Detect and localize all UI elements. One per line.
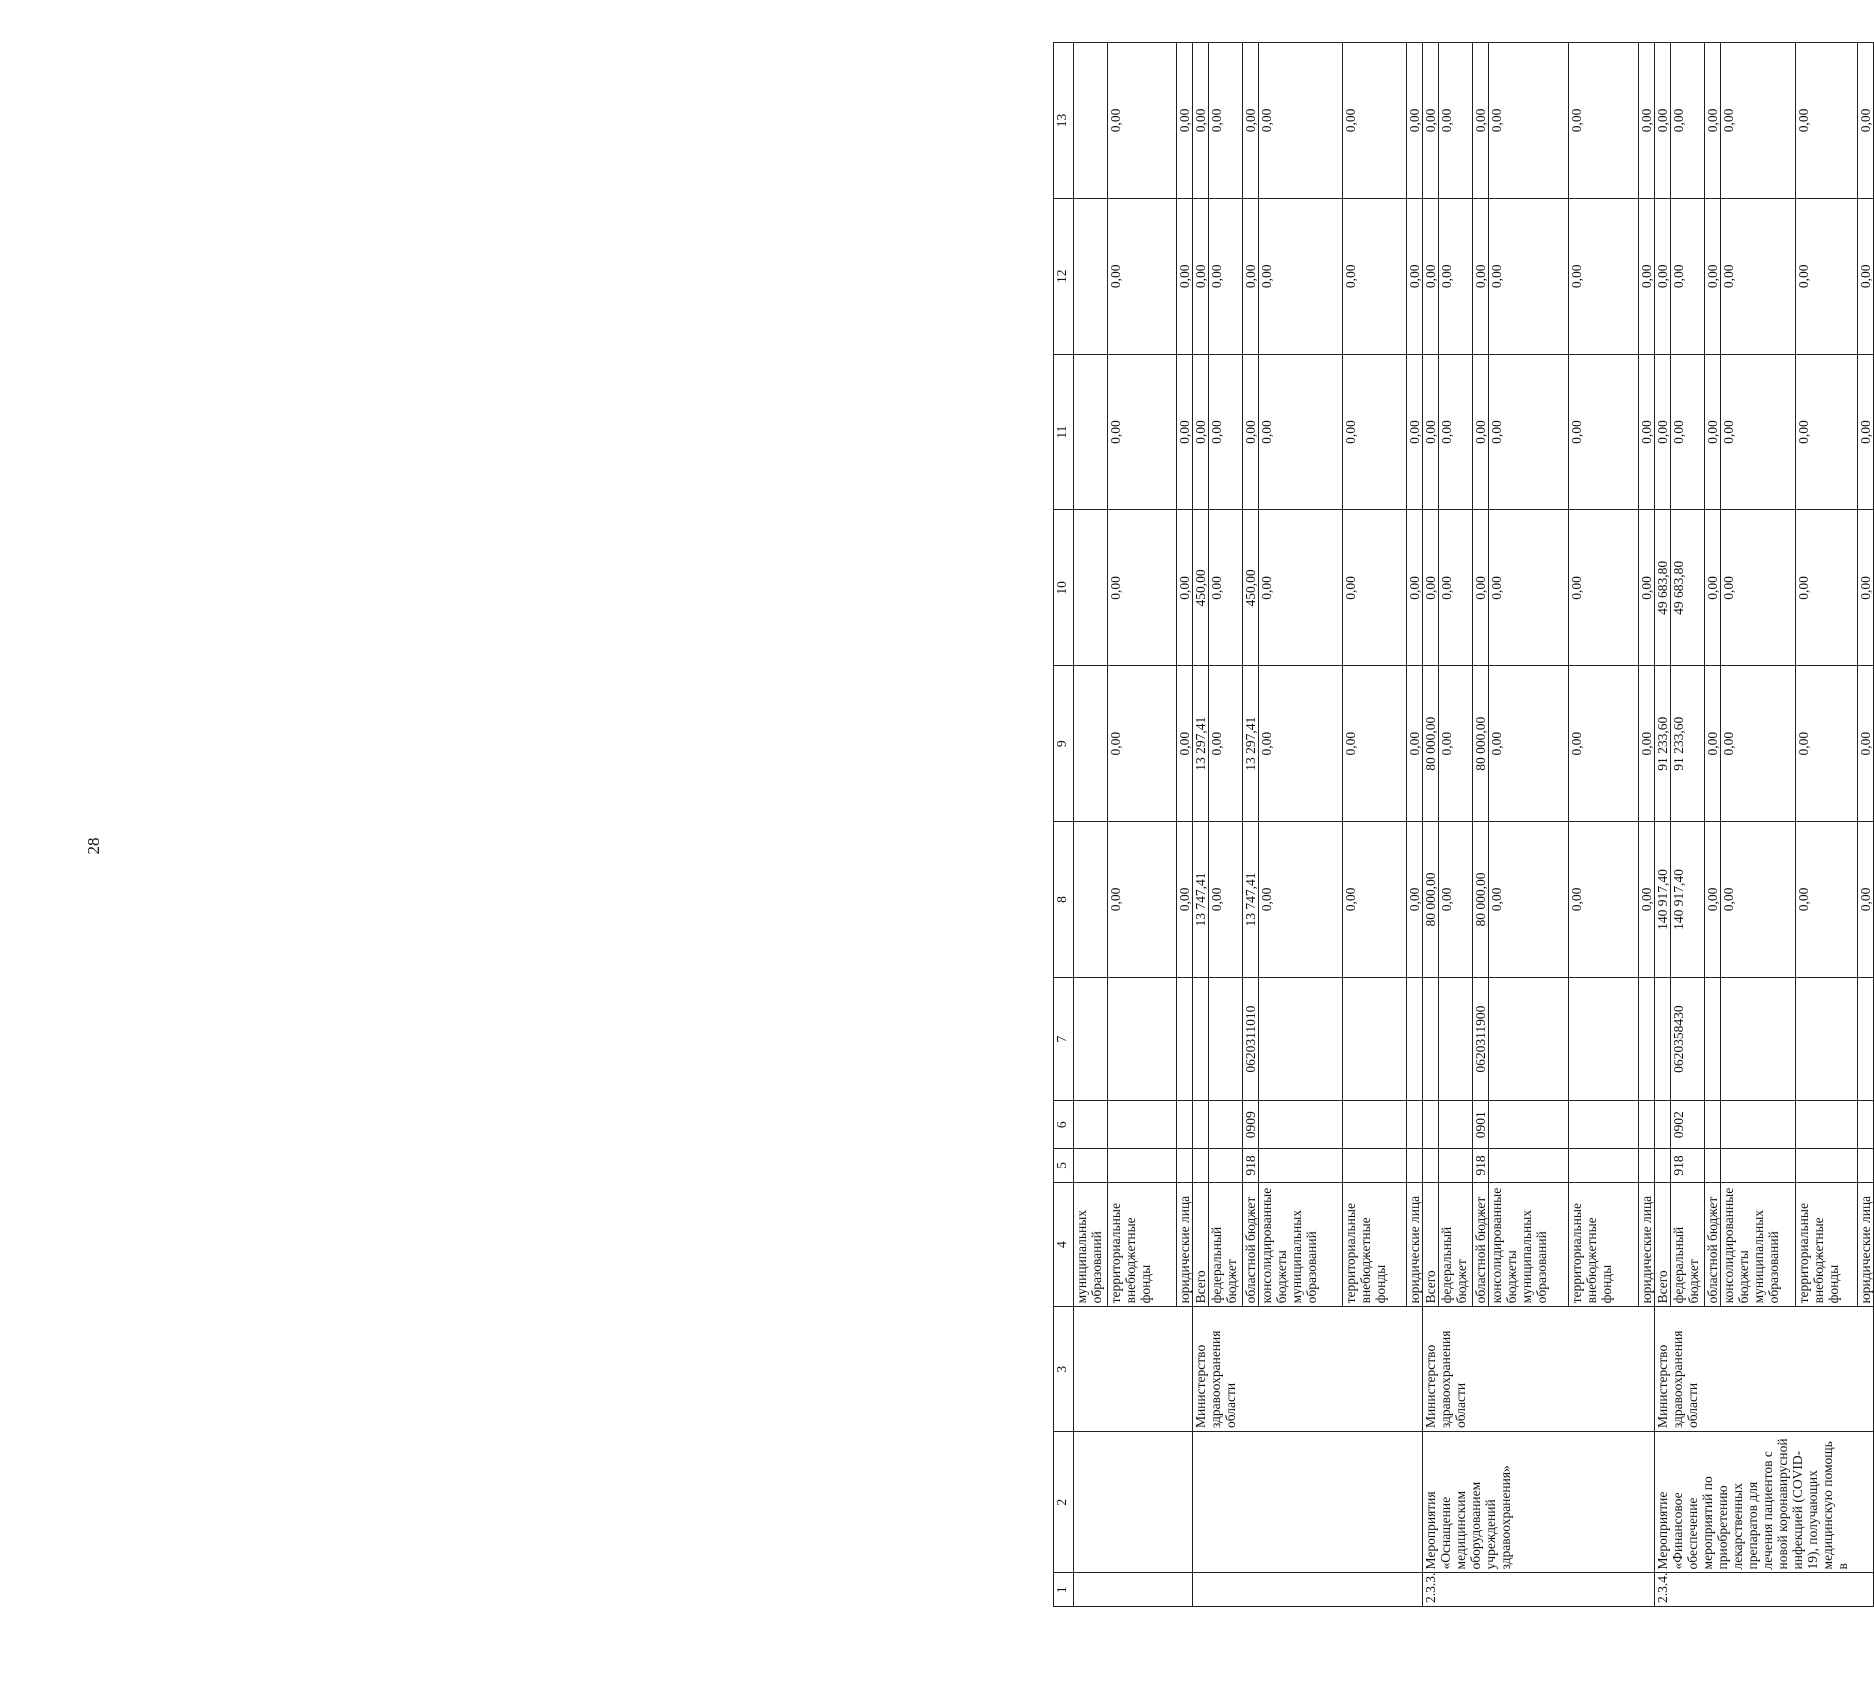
- value-cell: 0,00: [1108, 510, 1177, 666]
- source-cell: Всего: [1423, 1182, 1439, 1307]
- value-cell: 0,00: [1177, 822, 1193, 978]
- value-cell: 0,00: [1796, 198, 1858, 354]
- value-cell: 0,00: [1243, 198, 1259, 354]
- value-cell: 0,00: [1407, 198, 1423, 354]
- source-cell: консолидированные бюджеты муниципальных образований: [1721, 1182, 1796, 1307]
- value-cell: 80 000,00: [1423, 822, 1439, 978]
- source-cell: федеральный бюджет: [1671, 1182, 1705, 1307]
- header-cell: 1: [1054, 1573, 1074, 1607]
- cell-rz: 0901: [1473, 1101, 1489, 1149]
- value-cell: 0,00: [1439, 822, 1473, 978]
- value-cell: 0,00: [1858, 822, 1874, 978]
- value-cell: 0,00: [1705, 43, 1721, 199]
- value-cell: 0,00: [1108, 666, 1177, 822]
- cell-grbs: 918: [1671, 1149, 1705, 1183]
- value-cell: 0,00: [1423, 354, 1439, 510]
- value-cell: 0,00: [1671, 198, 1705, 354]
- cell-executor: Министерство здравоохранения области: [1193, 1307, 1423, 1432]
- source-cell: федеральный бюджет: [1209, 1182, 1243, 1307]
- value-cell: 0,00: [1721, 822, 1796, 978]
- value-cell: 0,00: [1423, 198, 1439, 354]
- source-cell: федеральный бюджет: [1439, 1182, 1473, 1307]
- cell-name: [1074, 1432, 1193, 1573]
- value-cell: 0,00: [1489, 666, 1569, 822]
- cell-csr: 0620311900: [1473, 977, 1489, 1100]
- source-cell: консолидированные бюджеты муниципальных образований: [1489, 1182, 1569, 1307]
- header-cell: 2: [1054, 1432, 1074, 1573]
- value-cell: 0,00: [1858, 354, 1874, 510]
- header-cell: 10: [1054, 510, 1074, 666]
- cell-grbs: [1074, 1149, 1108, 1183]
- value-cell: 13 747,41: [1193, 822, 1209, 978]
- value-cell: 0,00: [1569, 666, 1639, 822]
- value-cell: 80 000,00: [1423, 666, 1439, 822]
- value-cell: 0,00: [1423, 43, 1439, 199]
- header-cell: 9: [1054, 666, 1074, 822]
- value-cell: 140 917,40: [1671, 822, 1705, 978]
- value-cell: 0,00: [1569, 510, 1639, 666]
- source-cell: территориальные внебюджетные фонды: [1343, 1182, 1407, 1307]
- cell-executor: Министерство здравоохранения области: [1423, 1307, 1655, 1432]
- value-cell: 0,00: [1705, 354, 1721, 510]
- value-cell: 0,00: [1796, 666, 1858, 822]
- value-cell: 0,00: [1407, 510, 1423, 666]
- value-cell: 0,00: [1439, 666, 1473, 822]
- value-cell: 0,00: [1439, 510, 1473, 666]
- source-cell: областной бюджет: [1473, 1182, 1489, 1307]
- header-cell: 6: [1054, 1101, 1074, 1149]
- cell-executor: [1074, 1307, 1193, 1432]
- source-cell: юридические лица: [1858, 1182, 1874, 1307]
- value-cell: 0,00: [1639, 198, 1655, 354]
- value-cell: 0,00: [1489, 198, 1569, 354]
- value-cell: 0,00: [1796, 510, 1858, 666]
- value-cell: 0,00: [1439, 198, 1473, 354]
- cell-grbs: 918: [1243, 1149, 1259, 1183]
- value-cell: 0,00: [1569, 198, 1639, 354]
- header-row: [1054, 43, 1074, 1607]
- value-cell: 0,00: [1108, 354, 1177, 510]
- cell-id: 2.3.4.: [1655, 1573, 1874, 1607]
- header-cell: 8: [1054, 822, 1074, 978]
- value-cell: 13 747,41: [1243, 822, 1259, 978]
- source-cell: территориальные внебюджетные фонды: [1569, 1182, 1639, 1307]
- value-cell: 0,00: [1639, 510, 1655, 666]
- value-cell: 0,00: [1209, 822, 1243, 978]
- value-cell: 0,00: [1407, 822, 1423, 978]
- value-cell: 0,00: [1569, 43, 1639, 199]
- cell-csr: 0620311010: [1243, 977, 1259, 1100]
- value-cell: 13 297,41: [1193, 666, 1209, 822]
- value-cell: 0,00: [1259, 510, 1343, 666]
- value-cell: 0,00: [1177, 43, 1193, 199]
- source-cell: территориальные внебюджетные фонды: [1796, 1182, 1858, 1307]
- value-cell: 49 683,80: [1671, 510, 1705, 666]
- value-cell: 0,00: [1569, 822, 1639, 978]
- header-cell: 7: [1054, 977, 1074, 1100]
- cell-csr: [1074, 977, 1108, 1100]
- value-cell: 0,00: [1259, 666, 1343, 822]
- table-row: [1074, 43, 1108, 1607]
- value-cell: 80 000,00: [1473, 822, 1489, 978]
- rotated-table-container: [1053, 42, 1874, 1607]
- page-number: 28: [84, 837, 103, 855]
- value-cell: 0,00: [1671, 43, 1705, 199]
- source-cell: Всего: [1655, 1182, 1671, 1307]
- value-cell: 0,00: [1343, 822, 1407, 978]
- cell-csr: 0620358430: [1671, 977, 1705, 1100]
- value-cell: 0,00: [1343, 666, 1407, 822]
- value-cell: 49 683,80: [1655, 510, 1671, 666]
- value-cell: 0,00: [1705, 198, 1721, 354]
- cell-id: [1074, 1573, 1193, 1607]
- value-cell: 0,00: [1243, 43, 1259, 199]
- value-cell: 0,00: [1209, 43, 1243, 199]
- value-cell: 91 233,60: [1655, 666, 1671, 822]
- source-cell: юридические лица: [1177, 1182, 1193, 1307]
- value-cell: 0,00: [1473, 510, 1489, 666]
- value-cell: 0,00: [1489, 354, 1569, 510]
- value-cell: 0,00: [1108, 43, 1177, 199]
- value-cell: 0,00: [1721, 198, 1796, 354]
- value-cell: 0,00: [1407, 354, 1423, 510]
- table-row: [1655, 43, 1671, 1607]
- value-cell: 450,00: [1193, 510, 1209, 666]
- value-cell: 0,00: [1858, 43, 1874, 199]
- value-cell: 0,00: [1108, 198, 1177, 354]
- value-cell: 0,00: [1489, 510, 1569, 666]
- value-cell: 0,00: [1705, 510, 1721, 666]
- source-cell: областной бюджет: [1705, 1182, 1721, 1307]
- value-cell: 80 000,00: [1473, 666, 1489, 822]
- value-cell: 0,00: [1639, 822, 1655, 978]
- header-cell: 11: [1054, 354, 1074, 510]
- value-cell: 0,00: [1439, 354, 1473, 510]
- value-cell: 0,00: [1343, 43, 1407, 199]
- value-cell: 0,00: [1259, 198, 1343, 354]
- header-cell: 5: [1054, 1149, 1074, 1183]
- table-row: [1193, 43, 1209, 1607]
- value-cell: 0,00: [1209, 510, 1243, 666]
- value-cell: 0,00: [1177, 666, 1193, 822]
- value-cell: 0,00: [1473, 43, 1489, 199]
- value-cell: 0,00: [1489, 822, 1569, 978]
- value-cell: 91 233,60: [1671, 666, 1705, 822]
- cell-executor: Министерство здравоохранения области: [1655, 1307, 1874, 1432]
- value-cell: 140 917,40: [1655, 822, 1671, 978]
- value-cell: 13 297,41: [1243, 666, 1259, 822]
- value-cell: 0,00: [1721, 510, 1796, 666]
- value-cell: 0,00: [1796, 822, 1858, 978]
- source-cell: консолидированные бюджеты муниципальных образований: [1259, 1182, 1343, 1307]
- value-cell: 0,00: [1639, 43, 1655, 199]
- cell-rz: 0902: [1671, 1101, 1705, 1149]
- value-cell: 0,00: [1473, 354, 1489, 510]
- header-cell: 13: [1054, 43, 1074, 199]
- value-cell: 0,00: [1858, 666, 1874, 822]
- value-cell: 450,00: [1243, 510, 1259, 666]
- value-cell: 0,00: [1655, 198, 1671, 354]
- cell-name: [1193, 1432, 1423, 1573]
- value-cell: 0,00: [1193, 198, 1209, 354]
- value-cell: 0,00: [1423, 510, 1439, 666]
- value-cell: 0,00: [1177, 354, 1193, 510]
- source-cell: областной бюджет: [1243, 1182, 1259, 1307]
- value-cell: 0,00: [1177, 198, 1193, 354]
- value-cell: 0,00: [1209, 198, 1243, 354]
- value-cell: 0,00: [1108, 822, 1177, 978]
- header-cell: 12: [1054, 198, 1074, 354]
- value-cell: 0,00: [1858, 510, 1874, 666]
- value-cell: 0,00: [1639, 666, 1655, 822]
- value-cell: 0,00: [1721, 666, 1796, 822]
- value-cell: 0,00: [1209, 666, 1243, 822]
- value-cell: 0,00: [1407, 666, 1423, 822]
- value-cell: 0,00: [1343, 198, 1407, 354]
- value-cell: 0,00: [1259, 822, 1343, 978]
- header-cell: 3: [1054, 1307, 1074, 1432]
- value-cell: 0,00: [1259, 354, 1343, 510]
- cell-id: 2.3.3.: [1423, 1573, 1655, 1607]
- cell-rz: 0909: [1243, 1101, 1259, 1149]
- cell-rz: [1074, 1101, 1108, 1149]
- value-cell: 0,00: [1259, 43, 1343, 199]
- value-cell: 0,00: [1473, 198, 1489, 354]
- value-cell: 0,00: [1655, 354, 1671, 510]
- cell-name: Мероприятие «Финансовое обеспечение мероприятий по приобретению лекарственных препаратов для лечения пациентов с новой коронавирусной инфекцией (COVID-19), получающих медицинскую помощь в: [1655, 1432, 1874, 1573]
- value-cell: 0,00: [1721, 354, 1796, 510]
- source-cell: муниципальных образований: [1074, 1182, 1108, 1307]
- table-row: [1423, 43, 1439, 1607]
- cell-name: Мероприятия «Оснащение медицинским оборудованием учреждений здравоохранения»: [1423, 1432, 1655, 1573]
- header-cell: 4: [1054, 1182, 1074, 1307]
- source-cell: юридические лица: [1407, 1182, 1423, 1307]
- value-cell: 0,00: [1721, 43, 1796, 199]
- value-cell: 0,00: [1489, 43, 1569, 199]
- value-cell: 0,00: [1705, 822, 1721, 978]
- value-cell: 0,00: [1193, 43, 1209, 199]
- value-cell: 0,00: [1858, 198, 1874, 354]
- value-cell: 0,00: [1796, 43, 1858, 199]
- budget-table: [1053, 42, 1874, 1607]
- value-cell: 0,00: [1569, 354, 1639, 510]
- source-cell: территориальные внебюджетные фонды: [1108, 1182, 1177, 1307]
- value-cell: 0,00: [1655, 43, 1671, 199]
- cell-grbs: 918: [1473, 1149, 1489, 1183]
- value-cell: 0,00: [1343, 510, 1407, 666]
- value-cell: 0,00: [1407, 43, 1423, 199]
- value-cell: 0,00: [1177, 510, 1193, 666]
- source-cell: юридические лица: [1639, 1182, 1655, 1307]
- value-cell: 0,00: [1705, 666, 1721, 822]
- source-cell: Всего: [1193, 1182, 1209, 1307]
- value-cell: 0,00: [1796, 354, 1858, 510]
- cell-id: [1193, 1573, 1423, 1607]
- value-cell: 0,00: [1193, 354, 1209, 510]
- value-cell: 0,00: [1639, 354, 1655, 510]
- value-cell: 0,00: [1439, 43, 1473, 199]
- value-cell: 0,00: [1671, 354, 1705, 510]
- value-cell: 0,00: [1209, 354, 1243, 510]
- value-cell: 0,00: [1343, 354, 1407, 510]
- value-cell: 0,00: [1243, 354, 1259, 510]
